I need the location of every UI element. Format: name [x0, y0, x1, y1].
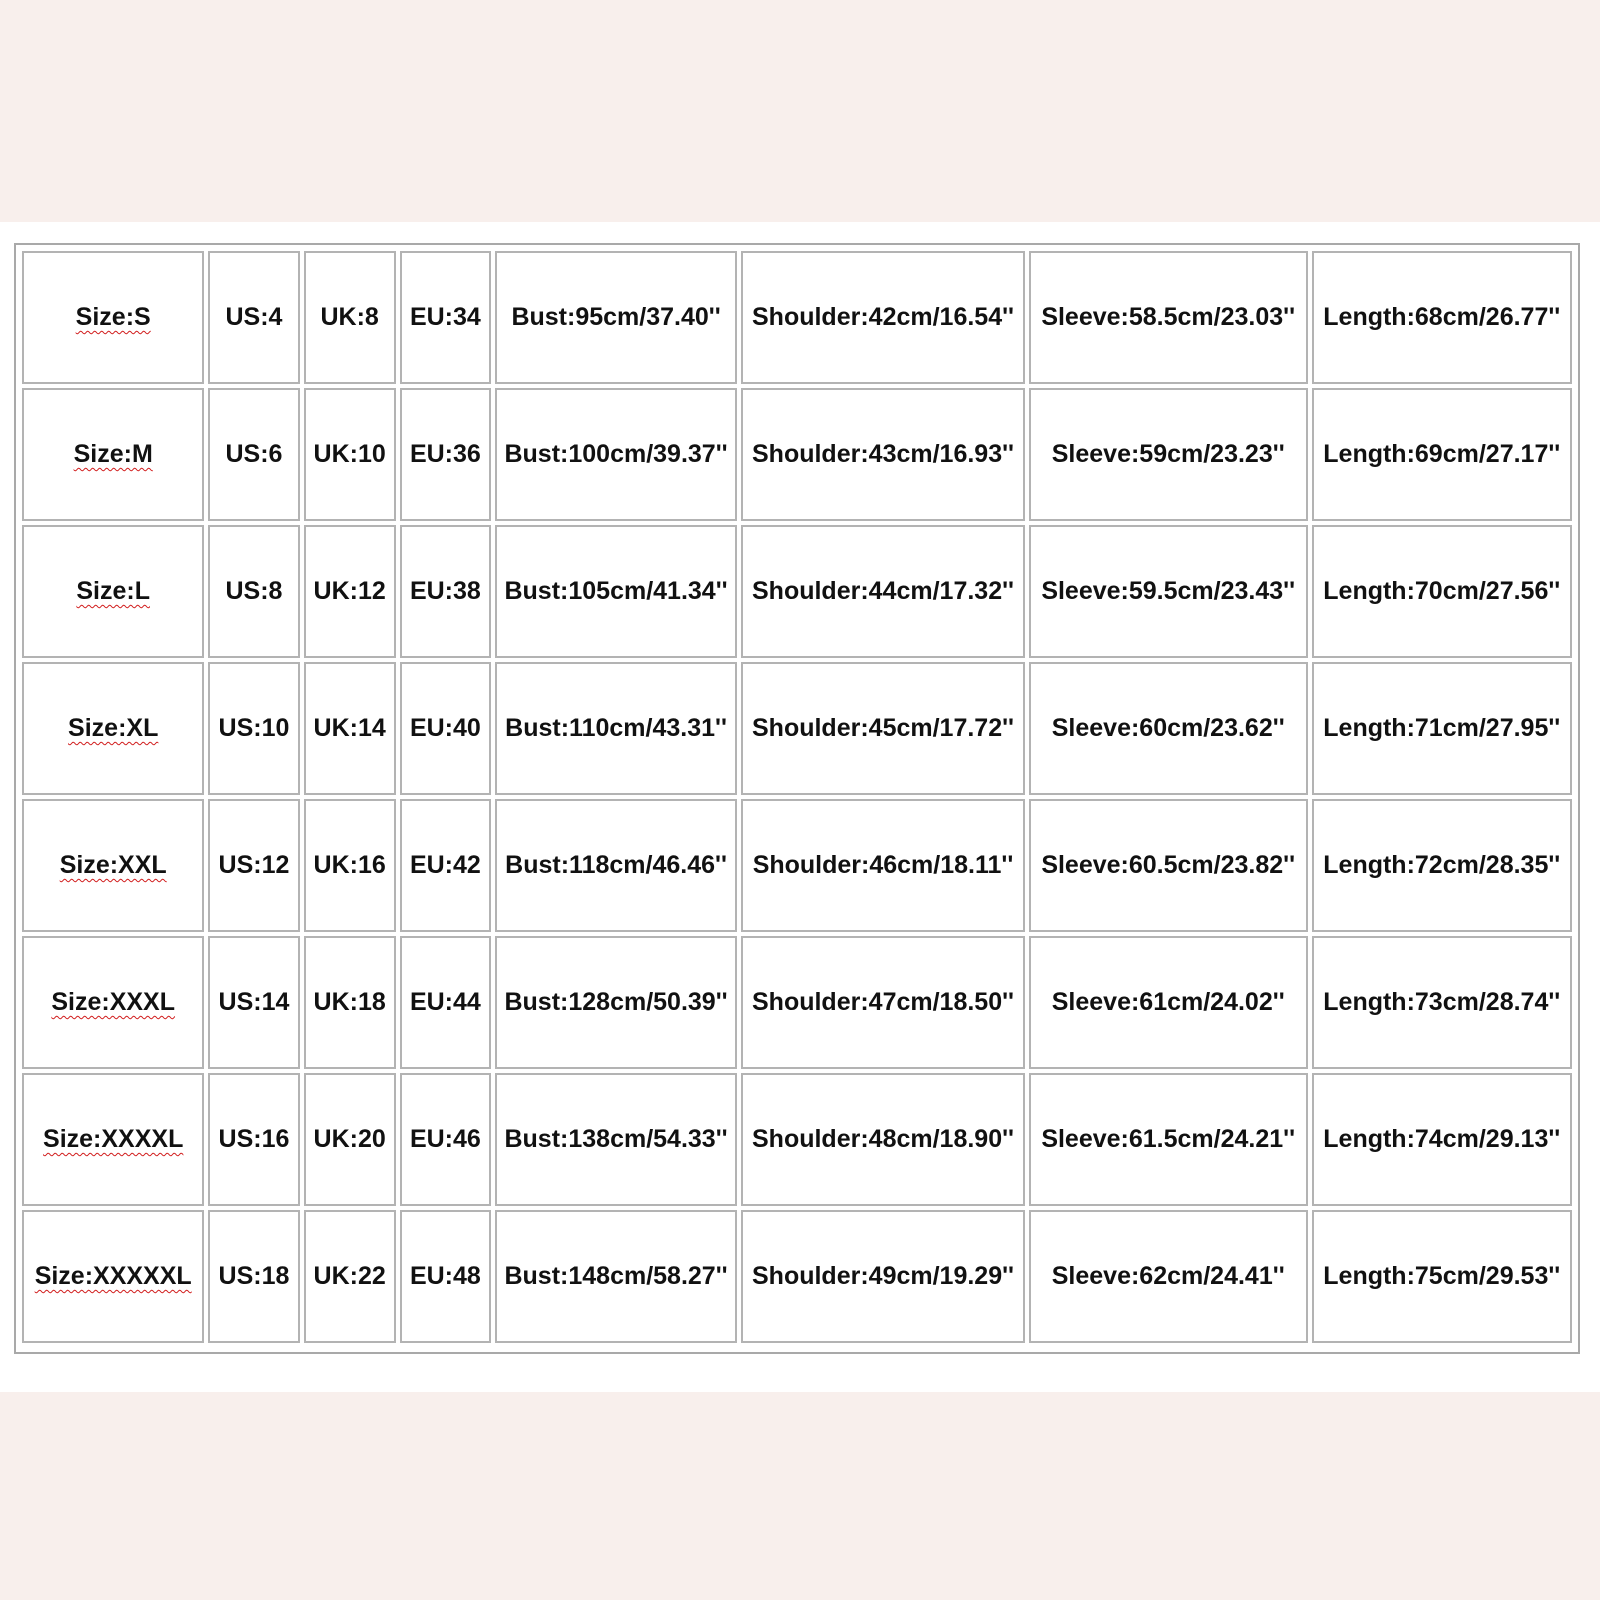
size-label: Size:S: [75, 303, 151, 331]
size-cell: [22, 525, 204, 658]
shoulder-cell: Shoulder:48cm/18.90'': [741, 1073, 1025, 1206]
uk-size-cell: UK:10: [304, 388, 396, 521]
eu-size-cell: EU:36: [400, 388, 491, 521]
size-chart-table: [18, 247, 1576, 1347]
length-cell: Length:70cm/27.56'': [1312, 525, 1572, 658]
sleeve-cell: Sleeve:60cm/23.62'': [1029, 662, 1308, 795]
shoulder-cell: Shoulder:45cm/17.72'': [741, 662, 1025, 795]
size-label: Size:XL: [68, 714, 159, 742]
shoulder-cell: Shoulder:43cm/16.93'': [741, 388, 1025, 521]
size-label: Size:XXL: [59, 851, 167, 879]
size-row-xxxxl: [22, 1073, 1572, 1206]
length-cell: Length:69cm/27.17'': [1312, 388, 1572, 521]
shoulder-cell: Shoulder:47cm/18.50'': [741, 936, 1025, 1069]
size-cell: [22, 1073, 204, 1206]
uk-size-cell: UK:18: [304, 936, 396, 1069]
size-label: Size:XXXL: [51, 988, 176, 1016]
sleeve-cell: Sleeve:61.5cm/24.21'': [1029, 1073, 1308, 1206]
sleeve-cell: Sleeve:59cm/23.23'': [1029, 388, 1308, 521]
us-size-cell: US:16: [208, 1073, 299, 1206]
sleeve-cell: Sleeve:58.5cm/23.03'': [1029, 251, 1308, 384]
size-chart-frame: [14, 243, 1580, 1354]
uk-size-cell: UK:14: [304, 662, 396, 795]
eu-size-cell: EU:42: [400, 799, 491, 932]
size-row-s: [22, 251, 1572, 384]
bust-cell: Bust:105cm/41.34'': [495, 525, 737, 658]
uk-size-cell: UK:16: [304, 799, 396, 932]
eu-size-cell: EU:40: [400, 662, 491, 795]
us-size-cell: US:18: [208, 1210, 299, 1343]
us-size-cell: US:14: [208, 936, 299, 1069]
eu-size-cell: EU:38: [400, 525, 491, 658]
shoulder-cell: Shoulder:44cm/17.32'': [741, 525, 1025, 658]
bust-cell: Bust:138cm/54.33'': [495, 1073, 737, 1206]
size-cell: [22, 388, 204, 521]
length-cell: Length:73cm/28.74'': [1312, 936, 1572, 1069]
sleeve-cell: Sleeve:62cm/24.41'': [1029, 1210, 1308, 1343]
size-row-xxl: [22, 799, 1572, 932]
uk-size-cell: UK:12: [304, 525, 396, 658]
us-size-cell: US:8: [208, 525, 299, 658]
bust-cell: Bust:148cm/58.27'': [495, 1210, 737, 1343]
us-size-cell: US:10: [208, 662, 299, 795]
size-cell: [22, 936, 204, 1069]
uk-size-cell: UK:8: [304, 251, 396, 384]
size-cell: [22, 662, 204, 795]
us-size-cell: US:4: [208, 251, 299, 384]
size-row-xl: [22, 662, 1572, 795]
shoulder-cell: Shoulder:42cm/16.54'': [741, 251, 1025, 384]
length-cell: Length:68cm/26.77'': [1312, 251, 1572, 384]
length-cell: Length:71cm/27.95'': [1312, 662, 1572, 795]
uk-size-cell: UK:20: [304, 1073, 396, 1206]
length-cell: Length:74cm/29.13'': [1312, 1073, 1572, 1206]
uk-size-cell: UK:22: [304, 1210, 396, 1343]
size-label: Size:L: [76, 577, 150, 605]
length-cell: Length:75cm/29.53'': [1312, 1210, 1572, 1343]
size-cell: [22, 799, 204, 932]
eu-size-cell: EU:44: [400, 936, 491, 1069]
sleeve-cell: Sleeve:61cm/24.02'': [1029, 936, 1308, 1069]
sleeve-cell: Sleeve:59.5cm/23.43'': [1029, 525, 1308, 658]
size-cell: [22, 251, 204, 384]
size-cell: [22, 1210, 204, 1343]
bust-cell: Bust:110cm/43.31'': [495, 662, 737, 795]
size-label: Size:XXXXL: [43, 1125, 184, 1153]
bust-cell: Bust:128cm/50.39'': [495, 936, 737, 1069]
length-cell: Length:72cm/28.35'': [1312, 799, 1572, 932]
size-label: Size:XXXXXL: [34, 1262, 192, 1290]
us-size-cell: US:6: [208, 388, 299, 521]
size-row-xxxl: [22, 936, 1572, 1069]
sleeve-cell: Sleeve:60.5cm/23.82'': [1029, 799, 1308, 932]
us-size-cell: US:12: [208, 799, 299, 932]
size-row-xxxxxl: [22, 1210, 1572, 1343]
bust-cell: Bust:95cm/37.40'': [495, 251, 737, 384]
size-row-l: [22, 525, 1572, 658]
size-label: Size:M: [73, 440, 153, 468]
shoulder-cell: Shoulder:46cm/18.11'': [741, 799, 1025, 932]
bust-cell: Bust:100cm/39.37'': [495, 388, 737, 521]
bust-cell: Bust:118cm/46.46'': [495, 799, 737, 932]
size-row-m: [22, 388, 1572, 521]
eu-size-cell: EU:34: [400, 251, 491, 384]
eu-size-cell: EU:48: [400, 1210, 491, 1343]
shoulder-cell: Shoulder:49cm/19.29'': [741, 1210, 1025, 1343]
eu-size-cell: EU:46: [400, 1073, 491, 1206]
